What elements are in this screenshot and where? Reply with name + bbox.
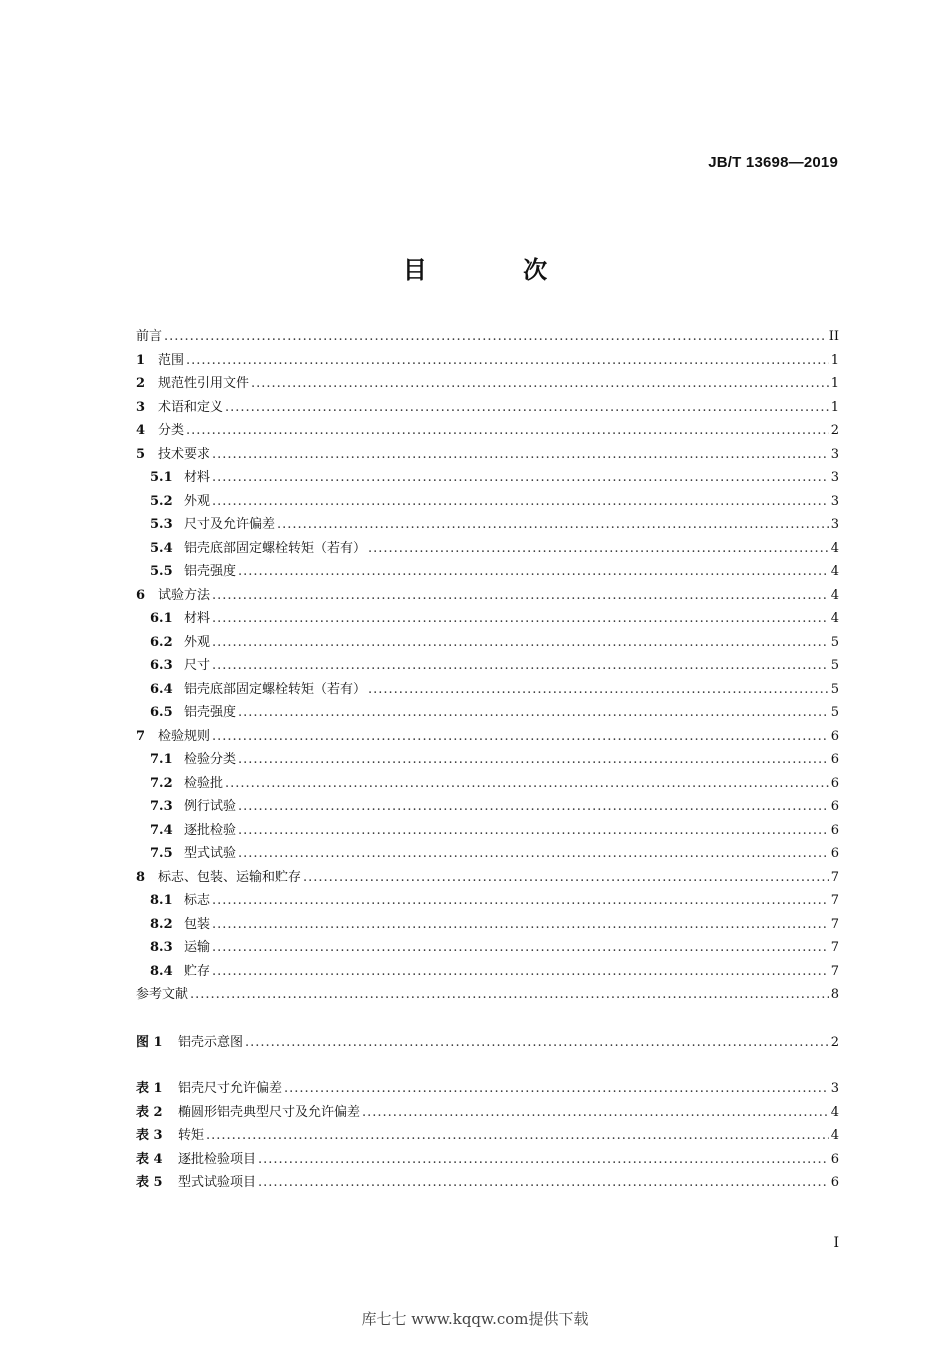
dot-leader [258, 1152, 829, 1168]
entry-label: 贮存 [184, 963, 211, 979]
entry-number: 6.3 [150, 658, 173, 673]
entry-page: 7 [830, 940, 839, 955]
entry-number: 表 3 [136, 1128, 163, 1143]
entry-label: 型式试验项目 [178, 1175, 257, 1190]
toc-entry[interactable] [150, 537, 839, 557]
entry-label: 前言 [136, 329, 163, 344]
entry-number: 6 [136, 587, 146, 603]
entry-page: 3 [830, 470, 839, 485]
dot-leader [284, 1081, 829, 1097]
dot-leader [277, 517, 829, 533]
dot-leader [251, 376, 829, 392]
toc-entry[interactable] [150, 960, 839, 980]
entry-label: 分类 [158, 423, 185, 438]
entry-label: 尺寸 [184, 658, 211, 673]
entry-label: 铝壳底部固定螺栓转矩（若有） [184, 681, 367, 697]
dot-leader [258, 1175, 829, 1191]
entry-label: 检验批 [184, 775, 224, 791]
toc-entry[interactable] [150, 936, 839, 956]
entry-label: 铝壳底部固定螺栓转矩（若有） [184, 540, 367, 556]
toc-entry[interactable] [150, 701, 839, 721]
toc-entry[interactable] [150, 678, 839, 698]
toc-entry[interactable] [150, 772, 839, 792]
entry-page: 3 [830, 517, 839, 532]
dot-leader [362, 1105, 829, 1121]
entry-number: 5.4 [150, 540, 173, 556]
entry-page: 1 [830, 352, 839, 368]
dot-leader [238, 752, 829, 768]
entry-number: 2 [136, 376, 146, 391]
entry-number: 8 [136, 869, 146, 885]
toc-entry[interactable] [150, 560, 839, 580]
dot-leader [368, 682, 829, 698]
entry-number: 5.1 [150, 470, 173, 485]
dot-leader [212, 940, 829, 956]
entry-number: 4 [136, 423, 146, 438]
toc-entry[interactable] [150, 889, 839, 909]
entry-page: 4 [830, 611, 839, 626]
dot-leader [238, 705, 829, 721]
entry-number: 5.2 [150, 493, 173, 509]
entry-label: 材料 [184, 470, 211, 485]
entry-number: 表 1 [136, 1081, 163, 1096]
entry-number: 7.2 [150, 775, 173, 791]
entry-page: 8 [830, 987, 839, 1002]
entry-label: 椭圆形铝壳典型尺寸及允许偏差 [178, 1104, 361, 1120]
dot-leader [212, 494, 829, 510]
entry-number: 8.3 [150, 940, 173, 955]
entry-label: 检验分类 [184, 752, 237, 767]
entry-label: 运输 [184, 940, 211, 955]
entry-number: 6.4 [150, 681, 173, 697]
entry-number: 7.3 [150, 799, 173, 814]
entry-label: 外观 [184, 493, 211, 509]
dot-leader [164, 329, 827, 345]
entry-label: 试验方法 [158, 587, 211, 603]
entry-label: 术语和定义 [158, 399, 224, 415]
dot-leader [212, 635, 829, 651]
entry-number: 6.5 [150, 705, 173, 720]
table-entry[interactable] [136, 1124, 839, 1144]
entry-label: 标志、包装、运输和贮存 [158, 869, 302, 885]
entry-number: 8.4 [150, 963, 173, 979]
toc-entry[interactable] [150, 631, 839, 651]
entry-label: 铝壳强度 [184, 705, 237, 720]
entry-label: 外观 [184, 634, 211, 650]
entry-label: 规范性引用文件 [158, 376, 250, 391]
entry-label: 铝壳示意图 [178, 1035, 244, 1050]
entry-page: 6 [830, 752, 839, 767]
toc-entry[interactable] [150, 795, 839, 815]
entry-label: 技术要求 [158, 446, 211, 462]
toc-entry[interactable] [136, 725, 839, 745]
document-code: JB/T 13698—2019 [708, 154, 838, 171]
dot-leader [212, 447, 829, 463]
entry-page: 7 [830, 916, 839, 932]
entry-label: 范围 [158, 352, 185, 368]
entry-page: 5 [830, 634, 839, 650]
entry-page: 1 [830, 376, 839, 391]
entry-label: 包装 [184, 916, 211, 932]
toc-entry[interactable] [136, 983, 839, 1003]
table-entry[interactable] [136, 1077, 839, 1097]
entry-page: 2 [830, 1035, 839, 1050]
dot-leader [212, 588, 829, 604]
entry-number: 7.5 [150, 846, 173, 861]
entry-page: 3 [830, 1081, 839, 1096]
page-title: 目 次 [402, 256, 592, 284]
dot-leader [238, 564, 829, 580]
dot-leader [225, 776, 829, 792]
entry-number: 8.1 [150, 893, 173, 908]
toc-entry[interactable] [150, 654, 839, 674]
entry-number: 表 5 [136, 1175, 163, 1190]
entry-number: 7 [136, 728, 146, 744]
toc-entry[interactable] [136, 349, 839, 369]
entry-label: 检验规则 [158, 728, 211, 744]
entry-page: 4 [830, 587, 839, 603]
entry-page: 6 [830, 799, 839, 814]
dot-leader [238, 799, 829, 815]
toc-entry[interactable] [150, 913, 839, 933]
table-entry[interactable] [136, 1101, 839, 1121]
entry-number: 7.1 [150, 752, 173, 767]
dot-leader [212, 917, 829, 933]
toc-entry[interactable] [150, 466, 839, 486]
entry-page: 4 [830, 540, 839, 556]
dot-leader [212, 611, 829, 627]
entry-page: 7 [830, 963, 839, 979]
entry-label: 参考文献 [136, 987, 189, 1002]
entry-page: 3 [830, 446, 839, 462]
toc-entry[interactable] [136, 325, 839, 345]
dot-leader [186, 353, 829, 369]
dot-leader [190, 987, 829, 1003]
entry-label: 转矩 [178, 1128, 205, 1143]
dot-leader [212, 964, 829, 980]
entry-page: 7 [830, 893, 839, 908]
toc-entry[interactable] [150, 842, 839, 862]
entry-number: 6.2 [150, 634, 173, 650]
entry-page: 6 [830, 728, 839, 744]
toc-entry[interactable] [150, 490, 839, 510]
entry-number: 3 [136, 399, 146, 415]
entry-page: 4 [830, 564, 839, 579]
entry-page: 6 [830, 1175, 839, 1190]
entry-number: 6.1 [150, 611, 173, 626]
entry-number: 5.3 [150, 517, 173, 532]
toc-entry[interactable] [150, 819, 839, 839]
toc-entry[interactable] [136, 443, 839, 463]
dot-leader [368, 541, 829, 557]
entry-page: 4 [830, 1128, 839, 1143]
dot-leader [206, 1128, 829, 1144]
entry-label: 材料 [184, 611, 211, 626]
entry-page: 6 [830, 1151, 839, 1167]
dot-leader [245, 1035, 829, 1051]
toc-entry[interactable] [150, 748, 839, 768]
entry-number: 7.4 [150, 822, 173, 838]
entry-page: 6 [830, 775, 839, 791]
entry-number: 5 [136, 446, 146, 462]
entry-page: 6 [830, 846, 839, 861]
entry-label: 标志 [184, 893, 211, 908]
table-entry[interactable] [136, 1148, 839, 1168]
page-number: I [833, 1235, 839, 1251]
entry-page: 6 [830, 822, 839, 838]
entry-label: 铝壳强度 [184, 564, 237, 579]
entry-number: 8.2 [150, 916, 173, 932]
dot-leader [303, 870, 829, 886]
entry-label: 逐批检验项目 [178, 1151, 257, 1167]
dot-leader [212, 658, 829, 674]
entry-number: 图 1 [136, 1035, 163, 1050]
toc-entry[interactable] [136, 372, 839, 392]
entry-page: 5 [830, 705, 839, 720]
entry-page: 4 [830, 1104, 839, 1120]
table-entry[interactable] [136, 1171, 839, 1191]
toc-entry[interactable] [136, 396, 839, 416]
dot-leader [212, 470, 829, 486]
entry-page: 5 [830, 681, 839, 697]
entry-number: 5.5 [150, 564, 173, 579]
entry-page: 5 [830, 658, 839, 673]
toc-entry[interactable] [136, 419, 839, 439]
entry-page: 1 [830, 399, 839, 415]
dot-leader [238, 823, 829, 839]
toc-entry[interactable] [136, 584, 839, 604]
dot-leader [225, 400, 829, 416]
toc-entry[interactable] [136, 866, 839, 886]
entry-label: 逐批检验 [184, 822, 237, 838]
entry-label: 尺寸及允许偏差 [184, 517, 276, 532]
entry-number: 表 4 [136, 1151, 163, 1167]
entry-number: 表 2 [136, 1104, 163, 1120]
entry-label: 铝壳尺寸允许偏差 [178, 1081, 283, 1096]
entry-page: 3 [830, 493, 839, 509]
entry-label: 型式试验 [184, 846, 237, 861]
dot-leader [238, 846, 829, 862]
toc-entry[interactable] [150, 607, 839, 627]
entry-number: 1 [136, 352, 146, 368]
entry-page: 7 [830, 869, 839, 885]
dot-leader [212, 729, 829, 745]
dot-leader [186, 423, 829, 439]
entry-label: 例行试验 [184, 799, 237, 814]
watermark: 库七七 www.kqqw.com提供下载 [361, 1310, 589, 1328]
dot-leader [212, 893, 829, 909]
toc-entry[interactable] [150, 513, 839, 533]
entry-page: 2 [830, 423, 839, 438]
entry-page: II [828, 329, 839, 344]
figure-entry[interactable] [136, 1031, 839, 1051]
